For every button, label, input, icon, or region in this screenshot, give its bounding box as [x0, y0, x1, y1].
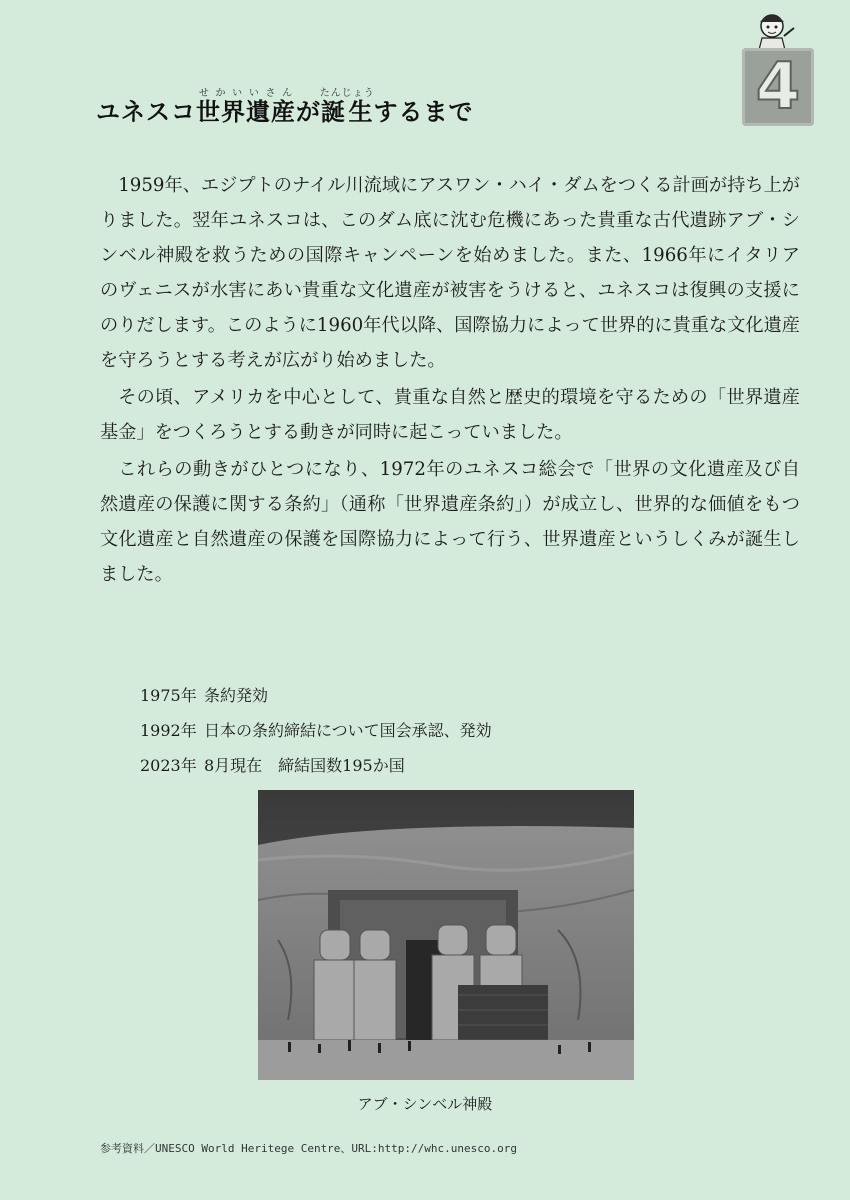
timeline-row: [140, 748, 492, 783]
timeline-row: [140, 713, 492, 748]
timeline-event: 日本の条約締結について国会承認、発効: [204, 721, 492, 740]
body-text: [100, 168, 800, 594]
timeline: [140, 678, 492, 783]
timeline-row: [140, 678, 492, 713]
abu-simbel-photo: [258, 790, 634, 1080]
timeline-event: 条約発効: [204, 686, 269, 705]
caption-text: アブ・シンベル神殿: [357, 1095, 493, 1113]
paragraph-1: 1959年、エジプトのナイル川流域にアスワン・ハイ・ダムをつくる計画が持ち上がりました。翌年ユネスコは、このダム底に沈む危機にあった貴重な古代遺跡アブ・シンベル神殿を救うための国際キャンペーンを始めました。また、1966年にイタリアのヴェニスが水害にあい貴重な文化遺産が被害をうけると、ユネスコは復興の支援にのりだします。このように1960年代以降、国際協力によって世界的に貴重な文化遺産を守ろうとする考えが広がり始めました。: [100, 175, 800, 371]
chapter-number: 4: [755, 50, 801, 124]
paragraph-2: その頃、アメリカを中心として、貴重な自然と歴史的環境を守るための「世界遺産基金」をつくろうとする動きが同時に起こっていました。: [100, 387, 800, 443]
timeline-year: 2023年: [140, 756, 197, 775]
timeline-year: 1975年: [140, 686, 197, 705]
paragraph-3: これらの動きがひとつになり、1972年のユネスコ総会で「世界の文化遺産及び自然遺産の保護に関する条約」（通称「世界遺産条約」）が成立し、世界的な価値をもつ文化遺産と自然遺産の保護を国際協力によって行う、世界遺産というしくみが誕生しました。: [100, 459, 800, 585]
timeline-year: 1992年: [140, 721, 197, 740]
reference-source: 参考資料／UNESCO World Heritege Centre、URL:http://whc.unesco.org: [100, 1142, 517, 1155]
timeline-event: 8月現在 締結国数195か国: [204, 756, 405, 775]
page-title: ユネスコ世界遺産せかいいさんが誕生たんじょうするまで: [96, 88, 474, 126]
temple-illustration: [258, 790, 634, 1080]
chapter-badge: [742, 48, 814, 126]
photo-caption: [0, 1093, 850, 1114]
